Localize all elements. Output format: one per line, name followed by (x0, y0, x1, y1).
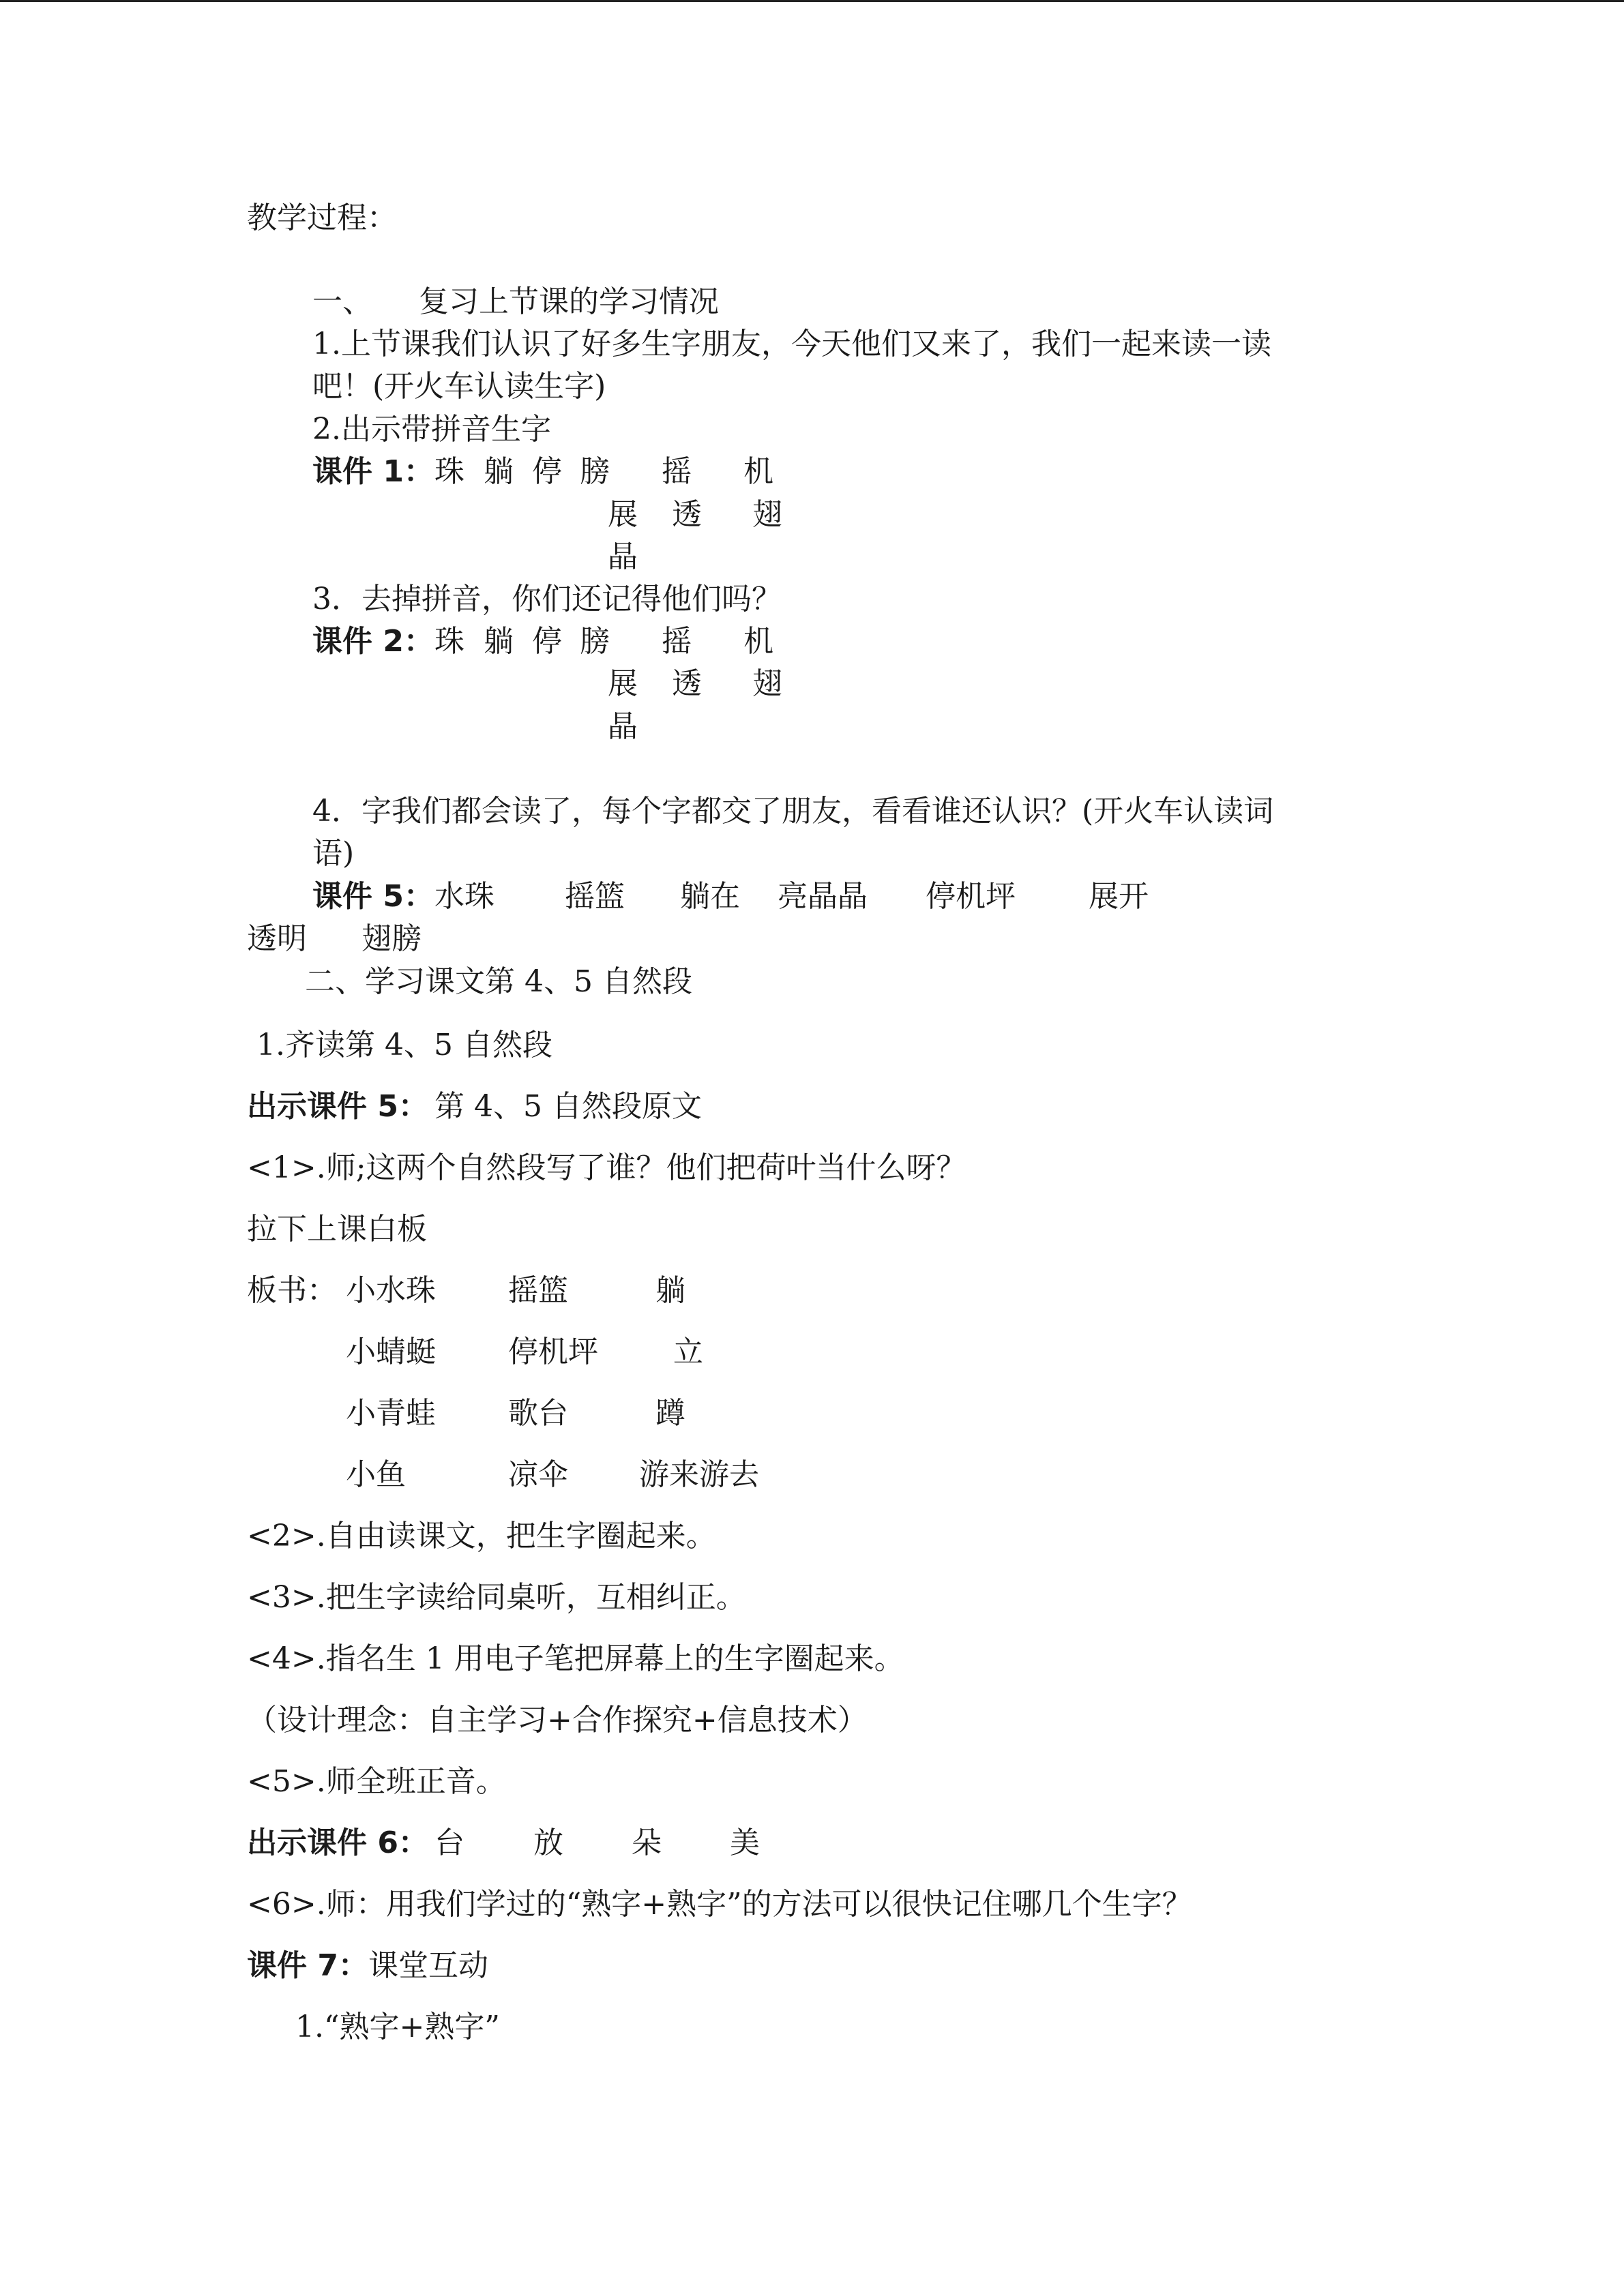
board-cell: 歌台 (508, 1396, 568, 1431)
question-1: <1>.师;这两个自然段写了谁？他们把荷叶当什么呀？ (247, 1150, 966, 1185)
courseware-1-char: 珠 (434, 454, 464, 489)
show-courseware-6-label: 出示课件 6： (247, 1825, 428, 1860)
show-courseware-5-label: 出示课件 5： (247, 1089, 428, 1124)
courseware-2-char: 膀 (580, 624, 610, 659)
courseware-1-char: 展 (608, 497, 638, 532)
board-cell: 小青蛙 (346, 1396, 436, 1431)
courseware-2-char: 翅 (752, 666, 782, 701)
section1-title: 复习上节课的学习情况 (419, 284, 719, 319)
courseware-5-word: 水珠 (434, 879, 494, 914)
paragraph-3: 3．去掉拼音，你们还记得他们吗？ (312, 582, 782, 616)
board-cell: 小鱼 (346, 1457, 406, 1492)
courseware-5-word: 翅膀 (361, 921, 422, 956)
courseware-6-char: 美 (730, 1825, 760, 1860)
question-3: <3>.把生字读给同桌听，互相纠正。 (247, 1580, 746, 1615)
section2-title: 二、学习课文第 4、5 自然段 (305, 964, 692, 999)
section-header: 教学过程： (247, 200, 397, 235)
board-cell: 停机坪 (508, 1335, 598, 1369)
courseware-5-word: 停机坪 (926, 879, 1016, 914)
courseware-6-char: 朵 (632, 1825, 662, 1860)
courseware-1-char: 停 (532, 454, 562, 489)
courseware-7-label: 课件 7： (247, 1948, 368, 1983)
page-top-border (0, 0, 1624, 2)
courseware-6-char: 台 (434, 1825, 464, 1860)
design-note: （设计理念：自主学习+合作探究+信息技术） (247, 1703, 868, 1738)
paragraph-1-line1: 1.上节课我们认识了好多生字朋友，今天他们又来了，我们一起来读一读 (312, 327, 1271, 361)
courseware-1-char: 透 (672, 497, 702, 532)
courseware-2-char: 珠 (434, 624, 464, 659)
courseware-1-char: 躺 (484, 454, 514, 489)
courseware-5-word: 展开 (1089, 879, 1149, 914)
courseware-1-char: 摇 (662, 454, 692, 489)
board-cell: 小水珠 (346, 1273, 436, 1308)
courseware-5-word: 透明 (247, 921, 307, 956)
paragraph-2: 2.出示带拼音生字 (312, 412, 551, 447)
board-cell: 立 (673, 1335, 703, 1369)
courseware-2-char: 停 (532, 624, 562, 659)
question-6: <6>.师：用我们学过的“熟字+熟字”的方法可以很快记住哪几个生字？ (247, 1887, 1192, 1922)
board-cell: 游来游去 (639, 1457, 759, 1492)
courseware-2-char: 透 (672, 666, 702, 701)
paragraph-4-line1: 4．字我们都会读了，每个字都交了朋友，看看谁还认识？(开火车认读词 (312, 794, 1274, 829)
section1-number: 一、 (312, 284, 372, 319)
board-label: 板书： (247, 1273, 337, 1308)
courseware-7-text: 课堂互动 (368, 1948, 488, 1983)
courseware-2-char: 摇 (662, 624, 692, 659)
courseware-1-char: 膀 (580, 454, 610, 489)
courseware-1-label: 课件 1： (312, 454, 434, 489)
board-cell: 蹲 (655, 1396, 685, 1431)
courseware-6-char: 放 (533, 1825, 563, 1860)
board-cell: 小蜻蜓 (346, 1335, 436, 1369)
paragraph-4-line2: 语) (312, 836, 355, 871)
pull-whiteboard: 拉下上课白板 (247, 1212, 427, 1247)
courseware-5-label: 课件 5： (312, 879, 434, 914)
board-cell: 躺 (655, 1273, 685, 1308)
courseware-5-word: 摇篮 (565, 879, 625, 914)
courseware-2-char: 晶 (608, 709, 638, 744)
courseware-5-word: 躺在 (680, 879, 740, 914)
question-4: <4>.指名生 1 用电子笔把屏幕上的生字圈起来。 (247, 1641, 904, 1676)
courseware-5-word: 亮晶晶 (778, 879, 868, 914)
last-item: 1.“熟字+熟字” (295, 2010, 500, 2044)
paragraph-1-line2: 吧！(开火车认读生字) (312, 369, 606, 404)
board-cell: 凉伞 (508, 1457, 568, 1492)
show-courseware-5-text: 第 4、5 自然段原文 (434, 1089, 702, 1124)
courseware-1-char: 机 (743, 454, 773, 489)
courseware-2-char: 机 (743, 624, 773, 659)
courseware-1-char: 翅 (752, 497, 782, 532)
question-5: <5>.师全班正音。 (247, 1764, 506, 1799)
courseware-2-char: 躺 (484, 624, 514, 659)
question-2: <2>.自由读课文，把生字圈起来。 (247, 1519, 716, 1553)
courseware-2-char: 展 (608, 666, 638, 701)
board-cell: 摇篮 (508, 1273, 568, 1308)
step-1: 1.齐读第 4、5 自然段 (256, 1028, 552, 1062)
courseware-1-char: 晶 (608, 539, 638, 574)
courseware-2-label: 课件 2： (312, 624, 434, 659)
